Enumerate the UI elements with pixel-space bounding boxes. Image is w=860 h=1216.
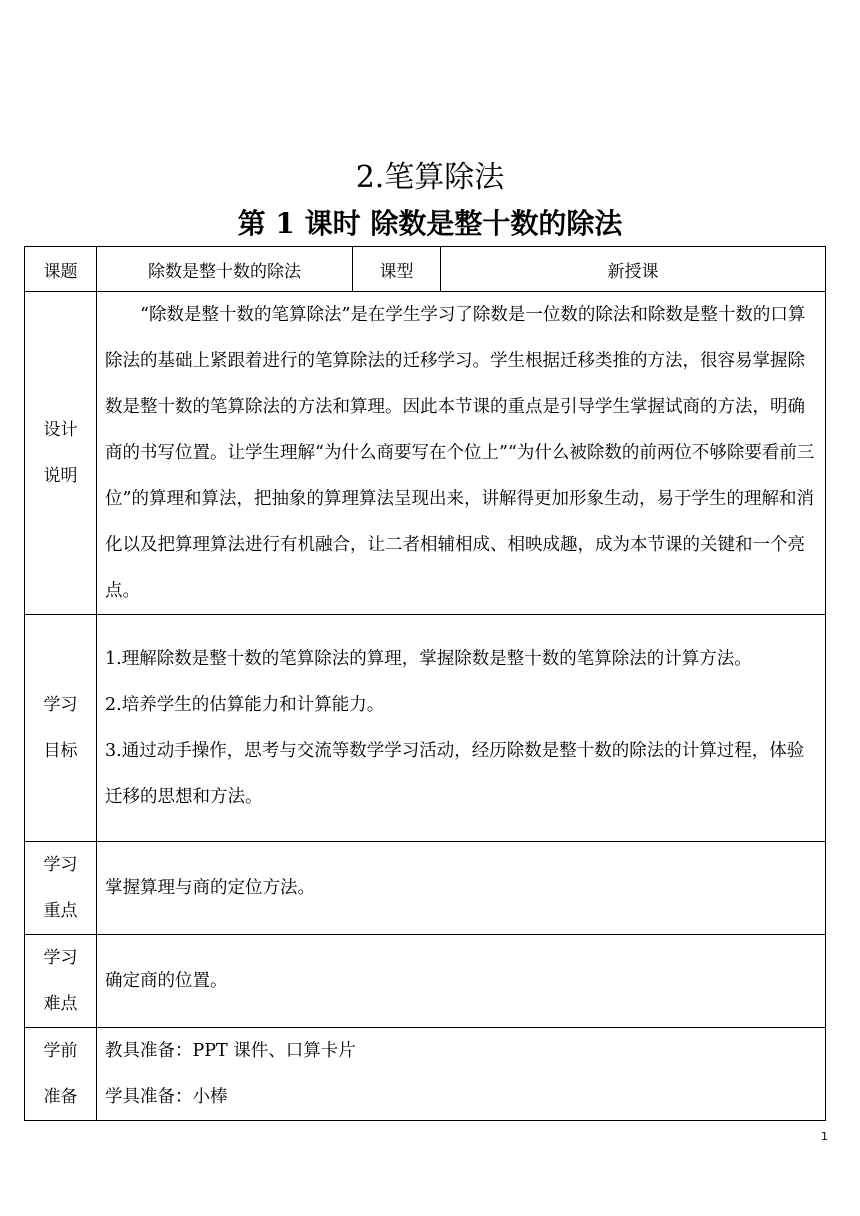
design-label-line1: 设计 — [43, 420, 78, 440]
topic-value: 除数是整十数的除法 — [97, 247, 353, 292]
preparation-content — [97, 1028, 826, 1121]
design-text: “除数是整十数的笔算除法”是在学生学习了除数是一位数的除法和除数是整十数的口算除法的基础上紧跟着进行的笔算除法的迁移学习。学生根据迁移类推的方法，很容易掌握除数是整十数的笔算除法的方法和算理。因此本节课的重点是引导学生掌握试商的方法，明确商的书写位置。让学生理解“为什么商要写在个位上”“为什么被除数的前两位不够除要看前三位”的算理和算法，把抽象的算理算法呈现出来，讲解得更加形象生动，易于学生的理解和消化以及把算理算法进行有机融合，让二者相辅相成、相映成趣，成为本节课的关键和一个亮点。 — [105, 305, 815, 601]
preparation-row — [25, 1028, 826, 1121]
goals-label — [25, 615, 97, 842]
design-content — [97, 292, 826, 615]
goal-item: 3.通过动手操作，思考与交流等数学学习活动，经历除数是整十数的除法的计算过程，体验迁移的思想和方法。 — [105, 741, 805, 807]
topic-label: 课题 — [25, 247, 97, 292]
lesson-plan-table — [24, 246, 826, 1121]
design-label — [25, 292, 97, 615]
difficulties-text: 确定商的位置。 — [105, 971, 228, 991]
document-title: 2.笔算除法 — [355, 160, 505, 195]
teacher-preparation: 教具准备：PPT 课件、口算卡片 — [105, 1041, 356, 1061]
preparation-label-line1: 学前 — [43, 1041, 78, 1061]
difficulties-label — [25, 935, 97, 1028]
type-label: 课型 — [353, 247, 441, 292]
key-points-content — [97, 842, 826, 935]
key-points-label — [25, 842, 97, 935]
goal-item: 1.理解除数是整十数的笔算除法的算理，掌握除数是整十数的笔算除法的计算方法。 — [105, 649, 752, 669]
goals-content — [97, 615, 826, 842]
type-value: 新授课 — [441, 247, 826, 292]
difficulties-row — [25, 935, 826, 1028]
header-row — [25, 247, 826, 292]
goal-item: 2.培养学生的估算能力和计算能力。 — [105, 695, 385, 715]
difficulties-label-line2: 难点 — [43, 994, 78, 1014]
key-points-label-line2: 重点 — [43, 901, 78, 921]
lesson-subtitle: 第 1 课时 除数是整十数的除法 — [237, 207, 623, 240]
design-row — [25, 292, 826, 615]
goals-label-line2: 目标 — [43, 741, 78, 761]
goals-row — [25, 615, 826, 842]
page-number: 1 — [821, 1130, 828, 1143]
preparation-label-line2: 准备 — [43, 1087, 78, 1107]
difficulties-content — [97, 935, 826, 1028]
key-points-row — [25, 842, 826, 935]
design-label-line2: 说明 — [43, 466, 78, 486]
student-preparation: 学具准备：小棒 — [105, 1087, 228, 1107]
key-points-label-line1: 学习 — [43, 855, 78, 875]
key-points-text: 掌握算理与商的定位方法。 — [105, 878, 315, 898]
goals-label-line1: 学习 — [43, 695, 78, 715]
difficulties-label-line1: 学习 — [43, 948, 78, 968]
preparation-label — [25, 1028, 97, 1121]
